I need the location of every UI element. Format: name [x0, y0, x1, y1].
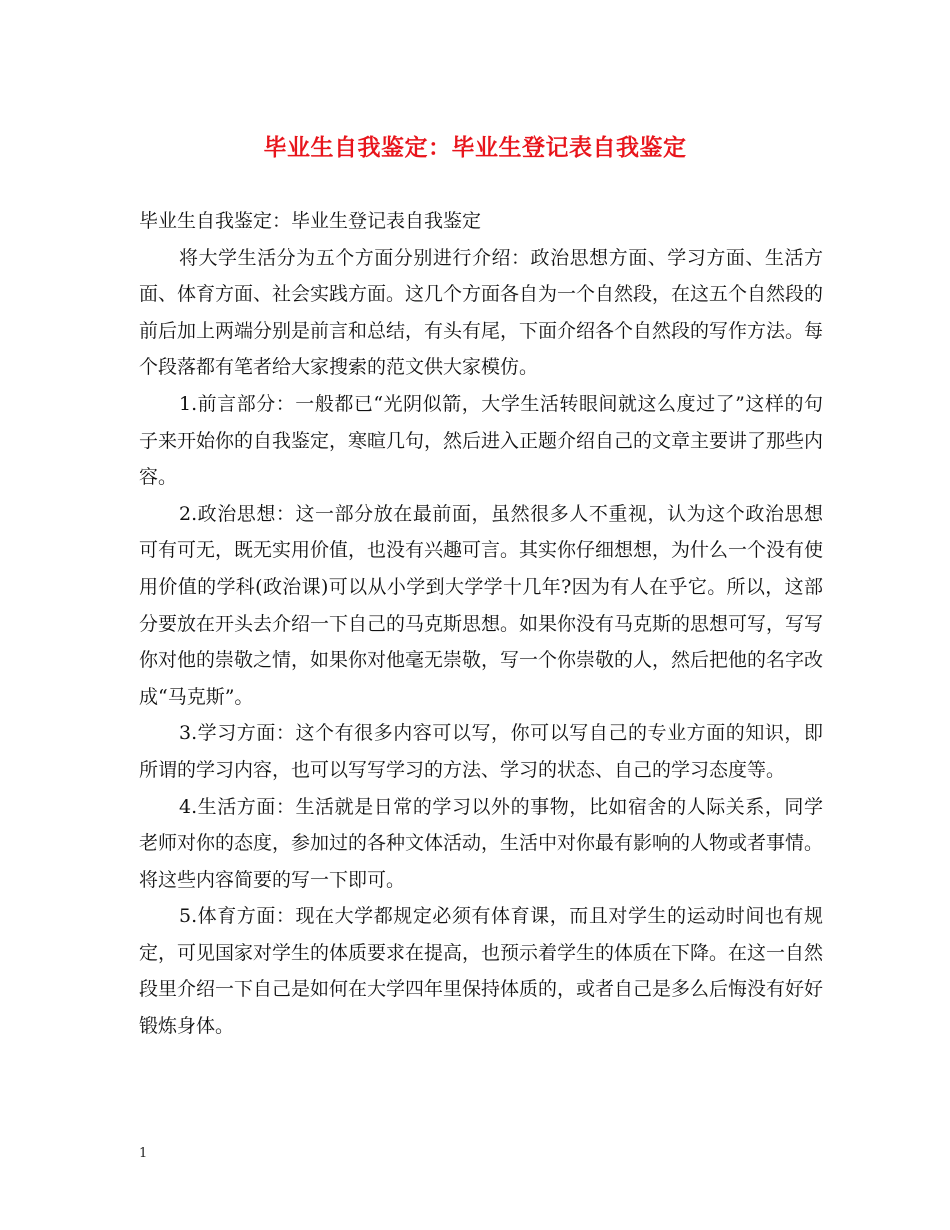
body-paragraph-sports: 5.体育方面：现在大学都规定必须有体育课，而且对学生的运动时间也有规定，可见国家对学生的体质要求在提高，也预示着学生的体质在下降。在这一自然段里介绍一下自己是如何在大学四年里保持体质的，或者自己是多么后悔没有好好锻炼身体。 — [139, 905, 824, 1038]
body-paragraph-preface: 1.前言部分：一般都已“光阴似箭，大学生活转眼间就这么度过了”这样的句子来开始你的自我鉴定，寒暄几句，然后进入正题介绍自己的文章主要讲了那些内容。 — [139, 392, 824, 489]
body-paragraph-study: 3.学习方面：这个有很多内容可以写，你可以写自己的专业方面的知识，即所谓的学习内容，也可以写写学习的方法、学习的状态、自己的学习态度等。 — [139, 722, 823, 781]
body-paragraph-intro: 将大学生活分为五个方面分别进行介绍：政治思想方面、学习方面、生活方面、体育方面、社会实践方面。这几个方面各自为一个自然段，在这五个自然段的前后加上两端分别是前言和总结，有头有尾，下面介绍各个自然段的写作方法。每个段落都有笔者给大家搜索的范文供大家模仿。 — [139, 246, 824, 379]
document-body — [139, 203, 823, 1045]
body-subtitle: 毕业生自我鉴定：毕业生登记表自我鉴定 — [139, 210, 482, 232]
page-number: 1 — [139, 1146, 148, 1161]
body-paragraph-politics: 2.政治思想：这一部分放在最前面，虽然很多人不重视，认为这个政治思想可有可无，既无实用价值，也没有兴趣可言。其实你仔细想想，为什么一个没有使用价值的学科(政治课)可以从小学到大学学十几年?因为有人在乎它。所以，这部分要放在开头去介绍一下自己的马克斯思想。如果你没有马克斯的思想可写，写写你对他的崇敬之情，如果你对他毫无崇敬，写一个你崇敬的人，然后把他的名字改成“马克斯”。 — [139, 502, 824, 708]
body-paragraph-life: 4.生活方面：生活就是日常的学习以外的事物，比如宿舍的人际关系，同学老师对你的态度，参加过的各种文体活动，生活中对你最有影响的人物或者事情。将这些内容简要的写一下即可。 — [139, 795, 824, 891]
document-title: 毕业生自我鉴定：毕业生登记表自我鉴定 — [263, 134, 687, 161]
